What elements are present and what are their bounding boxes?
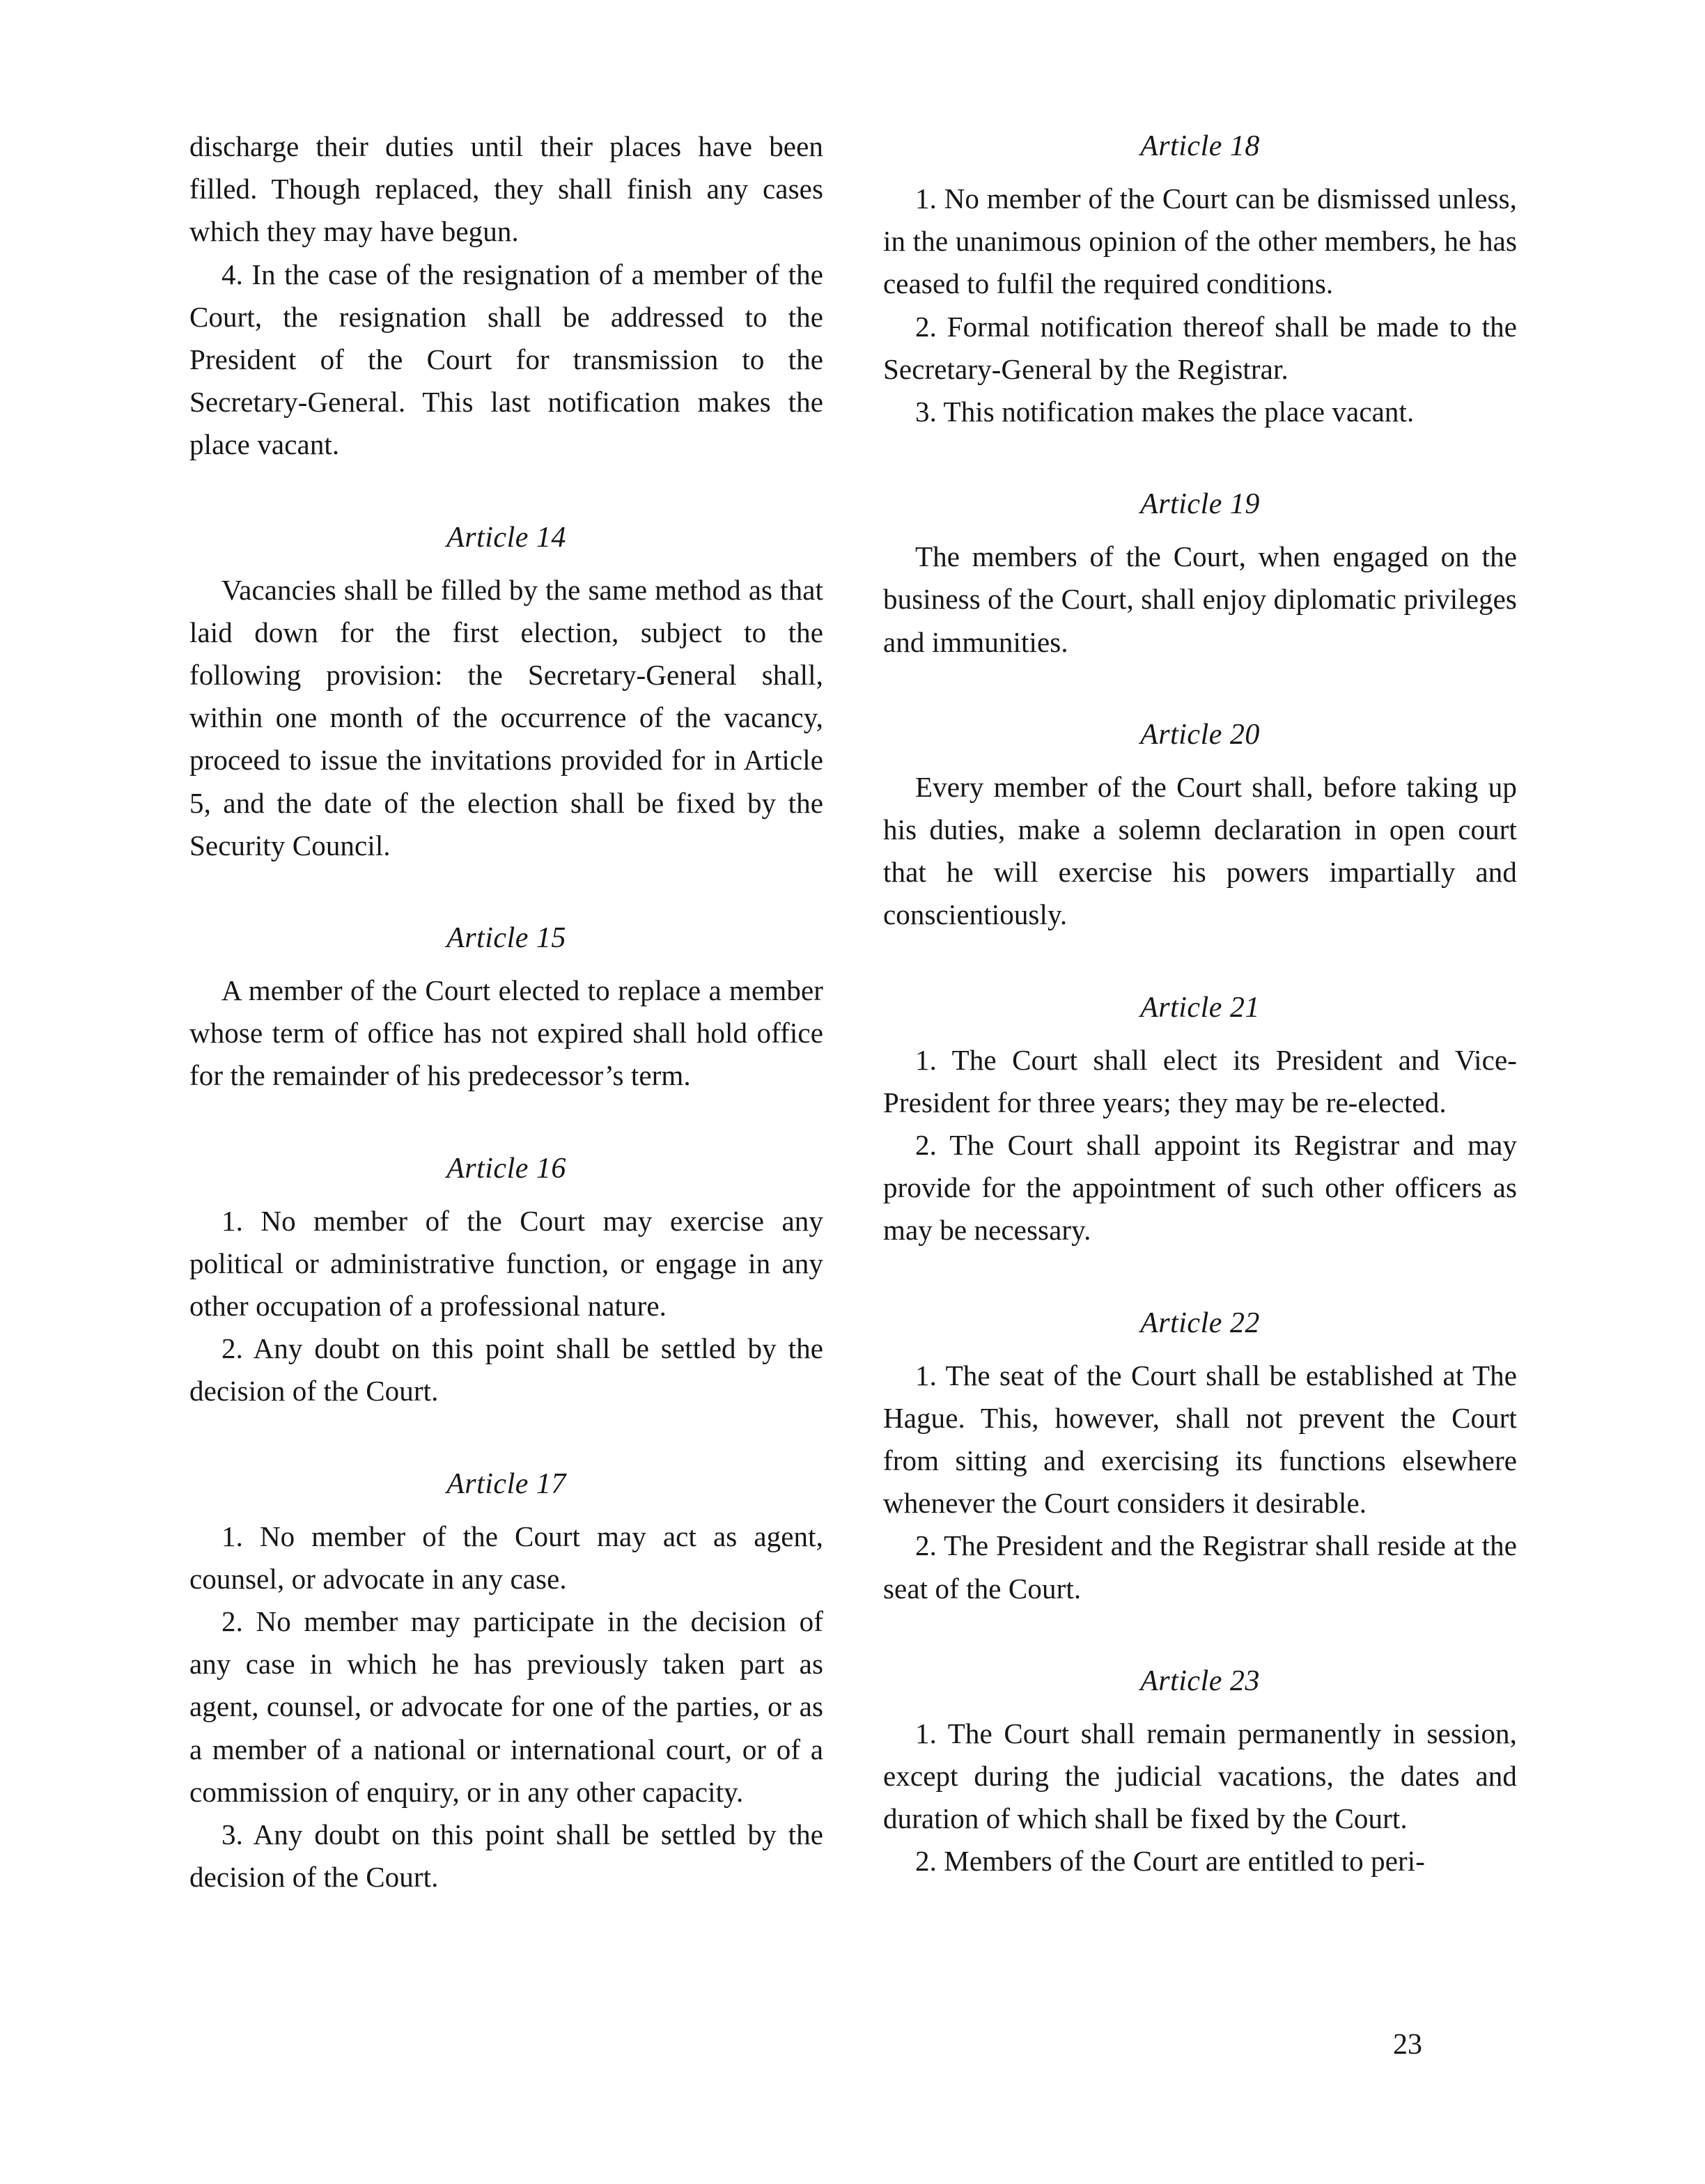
paragraph: 2. The President and the Registrar shall reside at the seat of the Court. (883, 1529, 1517, 1605)
page-number: 23 (1393, 2029, 1422, 2061)
article-heading: Article 22 (1140, 1306, 1260, 1339)
article-22 (883, 1302, 1517, 1610)
paragraph: 1. The seat of the Court shall be established at The Hague. This, however, shall not prevent the Court from sitting and exercising its functions elsewhere whenever the Court considers it desirable. (883, 1359, 1517, 1520)
paragraph: Every member of the Court shall, before taking up his duties, make a solemn declaration in open court that he will exercise his powers impartially and conscientiously. (883, 770, 1517, 931)
paragraph: 1. No member of the Court can be dismissed unless, in the unanimous opinion of the other members, he has ceased to fulfil the required conditions. (883, 182, 1517, 300)
paragraph: 2. Any doubt on this point shall be settled by the decision of the Court. (189, 1332, 823, 1407)
article-heading: Article 19 (1140, 488, 1260, 521)
paragraph: 3. Any doubt on this point shall be settled by the decision of the Court. (189, 1818, 823, 1894)
paragraph: 2. The Court shall appoint its Registrar and may provide for the appointment of such other officers as may be necessary. (883, 1129, 1517, 1247)
article-23 (883, 1660, 1517, 1883)
right-column (883, 125, 1517, 1883)
article-19 (883, 483, 1517, 664)
paragraph: The members of the Court, when engaged on the business of the Court, shall enjoy diplomatic privileges and immunities. (883, 540, 1517, 658)
paragraph: discharge their duties until their places have been filled. Though replaced, they shall finish any cases which they may have begun. (189, 130, 823, 248)
paragraph: 1. The Court shall remain permanently in session, except during the judicial vacations, the dates and duration of which shall be fixed by the Court. (883, 1717, 1517, 1835)
article-14 (189, 517, 823, 867)
paragraph: 4. In the case of the resignation of a member of the Court, the resignation shall be addressed to the President of the Court for transmission to the Secretary-General. This last notification makes the place vacant. (189, 258, 823, 461)
article-heading: Article 21 (1140, 991, 1260, 1024)
paragraph: 1. No member of the Court may exercise any political or administrative function, or engage in any other occupation of a professional nature. (189, 1204, 823, 1323)
left-column (189, 125, 823, 1899)
article-17 (189, 1463, 823, 1899)
paragraph: A member of the Court elected to replace a member whose term of office has not expired shall hold office for the remainder of his predecessor’s term. (189, 974, 823, 1092)
article-20 (883, 714, 1517, 937)
article-heading: Article 18 (1140, 130, 1260, 162)
continued-article-13 (189, 125, 823, 467)
article-21 (883, 987, 1517, 1252)
paragraph: 3. This notification makes the place vacant. (915, 396, 1415, 428)
article-heading: Article 14 (446, 521, 566, 554)
paragraph: 2. Members of the Court are entitled to peri- (915, 1845, 1426, 1878)
article-heading: Article 17 (446, 1467, 566, 1500)
paragraph: 2. Formal notification thereof shall be made to the Secretary-General by the Registrar. (883, 310, 1517, 385)
article-18 (883, 125, 1517, 433)
paragraph: 2. No member may participate in the decision of any case in which he has previously taken part as agent, counsel, or advocate for one of the parties, or as a member of a national or international court, or of a commission of enquiry, or in any other capacity. (189, 1605, 823, 1808)
paragraph: Vacancies shall be filled by the same method as that laid down for the first election, subject to the following provision: the Secretary-General shall, within one month of the occurrence of the vacancy, proceed to issue the invitations provided for in Article 5, and the date of the election shall be fixed by the Security Council. (189, 573, 823, 861)
article-heading: Article 15 (446, 922, 566, 955)
paragraph: 1. No member of the Court may act as agent, counsel, or advocate in any case. (189, 1520, 823, 1595)
article-16 (189, 1148, 823, 1413)
article-heading: Article 16 (446, 1152, 566, 1185)
article-heading: Article 23 (1140, 1664, 1260, 1697)
article-heading: Article 20 (1140, 718, 1260, 751)
paragraph: 1. The Court shall elect its President and Vice-President for three years; they may be re-elected. (883, 1043, 1517, 1118)
article-15 (189, 917, 823, 1098)
